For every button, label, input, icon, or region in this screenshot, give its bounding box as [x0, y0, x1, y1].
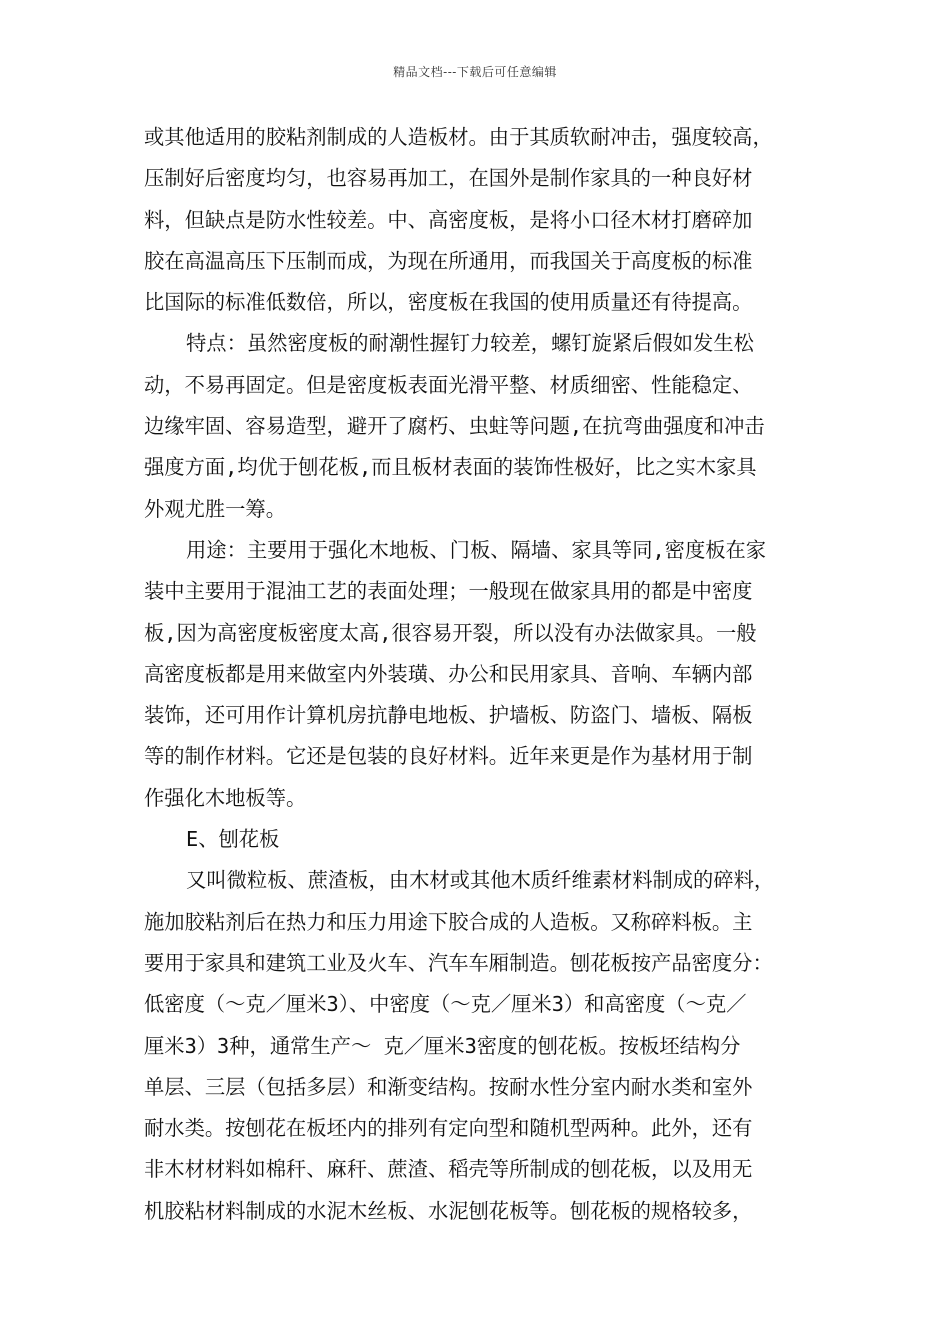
text-line: 低密度（～克／厘米3）、中密度（～克／厘米3）和高密度（～克／ — [144, 992, 747, 1017]
text-line: 料，但缺点是防水性较差。中、高密度板，是将小口径木材打磨碎加 — [144, 207, 753, 232]
text-line: 板,因为高密度板密度太高,很容易开裂，所以没有办法做家具。一般 — [144, 620, 757, 645]
text-line: 机胶粘材料制成的水泥木丝板、水泥刨花板等。刨花板的规格较多， — [144, 1198, 753, 1223]
text-line: 动，不易再固定。但是密度板表面光滑平整、材质细密、性能稳定、 — [144, 372, 753, 397]
text-line: 胶在高温高压下压制而成，为现在所通用，而我国关于高度板的标准 — [144, 248, 753, 273]
text-line: 等的制作材料。它还是包装的良好材料。近年来更是作为基材用于制 — [144, 744, 753, 769]
text-line: 特点：虽然密度板的耐潮性握钉力较差，螺钉旋紧后假如发生松 — [186, 331, 754, 356]
text-line: 用途：主要用于强化木地板、门板、隔墙、家具等同,密度板在家 — [186, 537, 767, 562]
text-line: 或其他适用的胶粘剂制成的人造板材。由于其质软耐冲击，强度较高， — [144, 125, 773, 149]
text-line: 外观尤胜一筹。 — [144, 496, 286, 521]
text-line: 作强化木地板等。 — [144, 785, 307, 810]
text-line: 又叫微粒板、蔗渣板，由木材或其他木质纤维素材料制成的碎料， — [186, 868, 775, 893]
text-line: 比国际的标准低数倍，所以，密度板在我国的使用质量还有待提高。 — [144, 290, 753, 315]
text-line: 高密度板都是用来做室内外装璜、办公和民用家具、音响、车辆内部 — [144, 661, 753, 686]
text-line: 强度方面,均优于刨花板,而且板材表面的装饰性极好，比之实木家具 — [144, 455, 757, 480]
text-line: 装中主要用于混油工艺的表面处理；一般现在做家具用的都是中密度 — [144, 579, 753, 604]
text-line: 要用于家具和建筑工业及火车、汽车车厢制造。刨花板按产品密度分： — [144, 950, 773, 975]
text-line: 压制好后密度均匀，也容易再加工，在国外是制作家具的一种良好材 — [144, 166, 753, 191]
page-header: 精品文档---下载后可任意编辑 — [393, 65, 557, 79]
text-line: E、刨花板 — [186, 827, 280, 852]
text-line: 边缘牢固、容易造型，避开了腐朽、虫蛀等问题,在抗弯曲强度和冲击 — [144, 414, 765, 439]
text-line: 装饰，还可用作计算机房抗静电地板、护墙板、防盗门、墙板、隔板 — [144, 703, 753, 728]
document-body — [144, 117, 810, 1232]
text-line: 单层、三层（包括多层）和渐变结构。按耐水性分室内耐水类和室外 — [144, 1074, 753, 1099]
text-line: 施加胶粘剂后在热力和压力用途下胶合成的人造板。又称碎料板。主 — [144, 909, 753, 934]
text-line: 厘米3）3种，通常生产～ 克／厘米3密度的刨花板。按板坯结构分 — [144, 1033, 741, 1058]
text-line: 耐水类。按刨花在板坯内的排列有定向型和随机型两种。此外，还有 — [144, 1116, 753, 1141]
text-line: 非木材材料如棉秆、麻秆、蔗渣、稻壳等所制成的刨花板，以及用无 — [144, 1157, 753, 1182]
